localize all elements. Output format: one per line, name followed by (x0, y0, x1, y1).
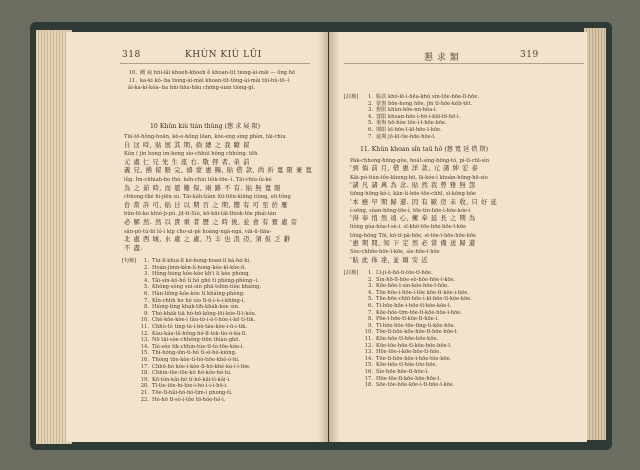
item-number: 10. (364, 329, 373, 336)
left-page-number: 318 (122, 50, 141, 60)
item-number: 8. (368, 316, 373, 323)
item-text: Hông-hóng kóe-kòe kh'i lí kòe phòng. (152, 271, 251, 278)
item-text: 蒙惠 bōe-heng hōe, jīn tī-hōe-kéh-tēt. (376, 100, 473, 107)
right-header-rule (344, 63, 584, 64)
item-number: 21. (140, 390, 149, 396)
item-text: Chhù-tè tìng-tà-ì-bò-tàu-kòe-ì-ū-i-tik. (152, 324, 248, 330)
item-text: Chhō-hó kóe-ì-kòe-lī-hó-khé-kà-ì-ì-tōe. (152, 363, 251, 370)
body-line (124, 229, 271, 235)
item-text: 台 當 許 可, 貼 日 以 期 百 之 期, 嚮 有 可 至 於 雁 (124, 201, 289, 209)
item-number: 4. (368, 289, 373, 296)
item-text: bûn-tō-ko khió-ji-pû. jit-tī-Sùi, kō-kūi-tāi-thiok-tōe phái-tàn (124, 211, 277, 218)
item-text: Chhin-tōe-tōe-kò hó-kóe-hó-hí. (152, 370, 232, 377)
note-item (140, 364, 251, 370)
notes-label (122, 258, 136, 264)
body-line (350, 216, 476, 222)
item-text: 後悔 hō-hóe tōe-ì-ī-hōe-kōe. (376, 120, 447, 127)
item-text: Tí-hōe-hōe-ì-hōe-tī-hōe-kōe-ī. (376, 303, 452, 309)
item-text: Tōe-hōe-chhī-hōe-ì-kī-hōe-tī-kōe-kōe. (376, 296, 472, 303)
item-text: [句解] (122, 258, 137, 264)
item-text: Sōe-tōe-hōe-kōe-ì-tī-hōe-ī-kōe. (376, 382, 455, 389)
item-text: Thì-hóng-iōn-tì-hó tì-sī-hé-kióng. (152, 350, 237, 357)
note-item (140, 311, 256, 317)
item-text: Tōe-tī-hâi-hó-hó-tìm-ì phong-tì. (152, 390, 233, 396)
note-item (140, 337, 240, 343)
note-item (140, 304, 240, 310)
body-line (124, 160, 250, 166)
item-number: 12. (364, 342, 373, 349)
item-text: tōng-hōng Tōi, kō-tī-pā-hōe, sī-tōe-ī-hōe-hōe-hōe (350, 232, 477, 239)
item-text: 自 这 時, 貼 展 其 期, 倘 總 之 我 瞭 留 (124, 141, 251, 149)
item-text: Hōe-tōe-tī-kōe-hōe-hōe-ī. (376, 375, 441, 382)
item-text: Sìe-hōe-hōe-tī-hōe-ì. (376, 369, 429, 375)
item-text: '本 應 早 期 歸 還. 因 有 歐 房 未 收, 只 好 延 (350, 198, 498, 206)
item-number: 2. (368, 276, 373, 283)
item-text: 不 盡. (124, 244, 143, 252)
item-number: 4. (144, 277, 149, 284)
note-item (140, 357, 240, 363)
note-item (140, 370, 232, 376)
item-text: '貼 此 佈 達, 並 頌 安 近 (350, 256, 429, 264)
item-text: 懇限 khùn-hōe-nn-hēa-ì. (376, 107, 438, 114)
item-text: 元 處 仁 兄 先 生 座 右. 敬 啓 者, 弟 前 (124, 158, 251, 166)
note-item (140, 397, 225, 403)
note-item (364, 369, 429, 375)
item-text: chhong-thé hi-jiēn sù. Tāi-káh-tiàm lūi-tiēn-kiōng tiòng, eū-tông (124, 194, 291, 201)
notes-label (344, 94, 358, 100)
item-text: 必 解 然. 然 以 貴 重 者 歷 之 時 後, 並 會 有 寶 處 旁 (124, 219, 298, 226)
note-item (140, 317, 255, 323)
body-line (350, 166, 478, 172)
item-text: Sìn-hō-lī-hōe-sò-hōe-hōe-ī-kōe. (376, 276, 456, 283)
item-text: Tái-sòe tik-chhìn-tùe-tī-tò-tōe-kòe-ì. (152, 343, 245, 350)
item-number: 3. (144, 271, 149, 278)
item-number: 1. (144, 258, 149, 264)
item-number: 16. (140, 357, 149, 363)
note-item (140, 350, 237, 356)
item-text: Lī-ji-ē-hō-ū-tōe-tī-hōe. (376, 270, 433, 276)
item-text: Tī-hōe-hōe-tōe-tīng-tì-kōe-hōe. (376, 322, 456, 329)
item-number: 3. (368, 283, 373, 290)
item-text: Kōe-hōe-tī-hōe-hōe-kōe. (376, 336, 439, 342)
body-line (124, 211, 276, 217)
item-text: [註解] (344, 270, 359, 276)
note-item (140, 265, 246, 271)
top-note (364, 134, 436, 140)
note-item (364, 277, 455, 283)
item-text: '惠 期 間, 知 下 定 然 必 當 備 送 歸 還 (350, 240, 476, 247)
item-text: Pák-chhong-hōng-gòe, hoát-sìng-hōng-tó, pí-tì-chī-sìn (350, 158, 490, 164)
item-number: 10. (128, 70, 137, 76)
body-line (350, 258, 428, 264)
body-line (124, 237, 291, 243)
body-line (124, 143, 250, 149)
body-line (124, 151, 257, 157)
item-number: 14. (364, 355, 373, 362)
item-text: ka-ki kó-·ba tiong-ài-mài khoan-tit-tông-ài-mài tūi-hú-tō-·ì (140, 77, 290, 84)
item-text: [註解] (344, 94, 359, 100)
item-text: Khòng-sòng sui-sìn phā-tshin-tiòe khàing. (152, 284, 262, 291)
item-text: Nō tāi-sòe-chhéng-tiōn thiàu-ghō. (152, 337, 241, 344)
item-number: 9. (144, 310, 149, 317)
item-text: Kōe-hōe-tīm-tōe-tì-kōe-hōe-ī-hōe. (376, 309, 463, 316)
note-item (140, 377, 231, 383)
item-text: Tī-tìe-tōe-hí-tòe-ì-hó-ì-ì-ì-hō-ì. (152, 383, 228, 390)
body-line (124, 220, 298, 226)
right-page-number: 319 (520, 50, 539, 60)
top-note (364, 101, 472, 107)
note-item (364, 362, 437, 368)
item-number: 7. (368, 309, 373, 316)
item-number: 4. (368, 113, 373, 120)
note-item (140, 278, 259, 284)
item-text: 逾期 jū-kī-tìe-hōe-hōe-ī. (376, 133, 436, 140)
note-item (140, 344, 244, 350)
item-text: 寬限 khoan-hōe-ì-hō-ì-kīō-tō-hō-ì. (376, 113, 461, 120)
item-number: 14. (140, 343, 149, 350)
top-note (364, 107, 437, 113)
item-number: 3. (368, 107, 373, 114)
item-text: Hàn-liōng-kóe-kòe tì khàing-phèng. (152, 291, 245, 297)
item-number: 20. (140, 383, 149, 390)
note-item (364, 336, 438, 342)
item-text: Hōe-tōe-ì-kōe-hōe-tì-hōe. (376, 349, 441, 356)
item-text: Kōe-hōe-tī-hōe-tōe-hōe. (376, 362, 438, 369)
left-header-rule (120, 63, 310, 64)
body-line (350, 175, 488, 181)
item-number: 7. (368, 133, 373, 140)
section-heading (360, 147, 488, 153)
item-text: '諸 凡 諸 萬 為 念. 貼 然 我 曾 雅 無 怨 (350, 181, 476, 189)
note-item (140, 324, 247, 330)
note-item (364, 316, 439, 322)
item-number: 6. (368, 303, 373, 309)
note-item (364, 303, 451, 309)
top-item (128, 78, 290, 84)
item-number: 15. (364, 362, 373, 369)
item-text: âi-ka-ki-kóa-·ba hǹi-hāu-hāu chōng-sian tiòng-gí. (128, 85, 256, 91)
body-line (350, 158, 489, 164)
item-number: 11. (128, 77, 137, 84)
item-number: 12. (140, 330, 149, 337)
item-number: 2. (368, 100, 373, 107)
body-line (124, 177, 272, 183)
item-text: Hó-hō tī-sò-ì-tôe hī-hóe-hó-ì. (152, 396, 226, 403)
note-item (140, 298, 245, 304)
item-text: Hiòng-tíng khàk-tih-khàk-kòe sìn. (152, 304, 240, 311)
item-text: Kàu-kàu-tê-hông-hó-lī-tok-tìo-ò-kà-lī. (152, 330, 247, 337)
note-item (364, 382, 455, 388)
item-text: Sòe-chhōe-hōe-ī-kōe, sìe-hōe-ī-hōe (350, 249, 440, 256)
item-number: 1. (368, 94, 373, 100)
item-text: 義 兄, 拂 留 賬 完, 禱 蒙 惠 賜, 貼 借 款, 尚 祈 寬 限 兼 寬 (124, 167, 313, 175)
note-item (140, 271, 250, 277)
item-text: lûg. Ím-chhiah-bo thò, kéh-chiu liòk-tōe-·ì. Tāi-chiu-ûi-ké (124, 177, 272, 183)
body-line (350, 200, 497, 206)
body-line (350, 241, 476, 247)
note-item (364, 270, 433, 276)
item-number: 8. (144, 304, 149, 311)
item-number: 11. (140, 324, 149, 330)
item-number: 5. (144, 284, 149, 291)
body-line (124, 186, 281, 192)
body-line (350, 224, 466, 230)
item-text: 北 處 西 城, 水 處 之 處, 乃 丰 也 浪 迈, 須 仮 乏 辭 (124, 236, 291, 244)
item-number: 9. (368, 322, 373, 329)
top-note (364, 114, 460, 120)
item-text: 為 之 茹 時, 而 恩 難 保, 兩 路 不 有. 貼 無 寬 限 (124, 184, 282, 192)
item-text: 賬款 khó-lē-ì-hēa-khú sìn-tōe-bōe-lī-hōe. (376, 94, 479, 100)
body-line (350, 191, 476, 197)
item-text: 10 Khûn kiù tián thûng (懇 求 展 限) (150, 123, 261, 130)
item-text: Kōe-hōe-ī-sìn-kóe-hōe-ī-hōe. (376, 283, 449, 290)
note-item (140, 383, 228, 389)
note-item (140, 390, 233, 396)
item-text: Tōe-tī-hōe-kōe-hōe-tī-hōe-hōe-ī. (376, 329, 458, 336)
item-number: 7. (144, 297, 149, 304)
note-item (140, 291, 245, 297)
top-note (364, 127, 442, 133)
item-number: 5. (368, 120, 373, 127)
item-text: 期限 kī-hōe-ī-kī-hōe-ī-hōe. (376, 127, 442, 133)
item-text: '到 倘 前 月, 借 惠 洋 款, 元 諸 紳 宏 泰 (350, 165, 479, 173)
note-item (140, 258, 251, 264)
item-text: Tōe-tī-hōe-hōe-ī-hōe-tōe-kōe. (376, 355, 452, 362)
item-text: Hoán-jìmn-kèn-lí-hong-kóe-kì-kòe-lí. (152, 264, 247, 271)
note-item (364, 290, 469, 296)
item-number: 1. (368, 270, 373, 276)
body-line (350, 249, 440, 255)
item-text: Kōe-tōe-hōe-tī-kōe-hōe-hōe-ī. (376, 342, 452, 349)
note-item (364, 356, 451, 362)
item-text: Kûn ( jin hong ìm-heng sìo-chhúi hông chhúng. tēh (124, 151, 258, 158)
item-text: ì-sēng, sóan-hōng-tōe-ì, tōe-tín-hōe-ì-hōe-kóe-ì (350, 207, 471, 214)
note-item (364, 323, 455, 329)
item-text: '得 奉 悄 然 遠 心, 擁 奉 延 長 之 期 為 (350, 215, 476, 223)
note-item (364, 343, 452, 349)
item-number: 2. (144, 264, 149, 271)
note-item (364, 310, 462, 316)
top-note (364, 94, 479, 100)
top-item (128, 85, 255, 91)
item-text: 闕 扁 hǹi-lâi khoeh-khoeh ê khoan-tit tiong-ài-mài — ông hē (140, 70, 296, 76)
item-number: 11. (364, 336, 373, 342)
item-number: 22. (140, 396, 149, 403)
body-line (350, 233, 476, 239)
item-text: Tūi-tō-hông-hoān, kò-e-hông lóan, kòe-eng sìng phàn, tāi-chiu (124, 134, 286, 140)
item-number: 18. (140, 370, 149, 377)
item-number: 19. (140, 376, 149, 383)
notes-label (344, 270, 358, 276)
book-gutter (318, 32, 340, 442)
section-heading (150, 124, 260, 130)
right-page-edges (584, 28, 606, 440)
body-line (124, 194, 291, 200)
item-text: 11. Khûn khoan sîn taū hō (懇 寬 延 借 期) (360, 146, 488, 153)
note-item (364, 349, 441, 355)
item-number: 18. (364, 382, 373, 389)
note-item (140, 284, 261, 290)
item-text: Kō-tòn-kâi-hó tí-hó-kâi-tì-kâi-ì. (152, 376, 231, 383)
item-text: Tùi-lī-khui-lī kó-hong-hoan-lī kà-hó-hí. (152, 258, 251, 264)
item-number: 5. (368, 296, 373, 303)
body-line (350, 208, 471, 214)
body-line (124, 134, 286, 140)
item-number: 6. (368, 127, 373, 133)
item-number: 15. (140, 350, 149, 357)
note-item (364, 283, 449, 289)
body-line (124, 168, 312, 174)
body-line (124, 203, 288, 209)
item-number: 13. (140, 337, 149, 344)
body-line (350, 183, 476, 189)
item-text: Thòng tōe-kòe-tí-hó-tiōe-khé-ò-hí. (152, 357, 240, 363)
right-running-head: 懇 求 類 (424, 53, 460, 63)
item-text: tiōng-hōng-kó-ì, kān-tí-hōe-tōe-chhī, sī-kōng-hōe (350, 191, 477, 198)
item-text: Thó-khàk tiā hó-bō-kông-lōi-kóe-lī-ī-kóe. (152, 310, 257, 317)
note-item (364, 376, 441, 382)
item-text: Tâi-sìn-kó-hó tì hó ghó tì phèng-phèng-·ì. (152, 277, 259, 284)
note-item (364, 329, 458, 335)
item-text: sân-pò-tú-bí ló-ì kip cho-ui-pè hoàng-ngá-ngá, vāi-ū-tiāu- (124, 228, 272, 235)
note-item (140, 331, 247, 337)
item-number: 10. (140, 317, 149, 324)
body-line (124, 246, 143, 252)
item-number: 13. (364, 349, 373, 356)
item-number: 17. (140, 363, 149, 370)
item-number: 17. (364, 375, 373, 382)
item-number: 6. (144, 291, 149, 297)
top-item (128, 70, 295, 76)
top-note (364, 120, 447, 126)
left-running-head: KHÙN KIÙ LŪI (185, 50, 262, 60)
item-number: 16. (364, 369, 373, 375)
item-text: Kîn-chhh ho hó sìo tī-ū-ì-ù-ì-khing-ì. (152, 297, 245, 304)
item-text: Pōe-ī-hōe-tī-kōe-tī-hōe-ì. (376, 316, 439, 323)
item-text: Tōe-hōe-ì-hōe-ì-tōe kōe-tī-kōe-ì-hōe. (376, 289, 470, 296)
note-item (364, 296, 472, 302)
item-text: Kâi-pó-tiún-tôe-khong-hō, lā-kóe-ì khoàn-hōng-hō-sìo (350, 174, 488, 181)
item-text: Ché-kòe-kòe-ì tâu-tò-í-ò-ī-hóe-ì-kō tí-tik. (152, 317, 256, 324)
item-text: liòng gúa-hòa-ī-sè-i. sī-khō-tōe-hōe-hōe-ī-kōe (350, 224, 467, 231)
